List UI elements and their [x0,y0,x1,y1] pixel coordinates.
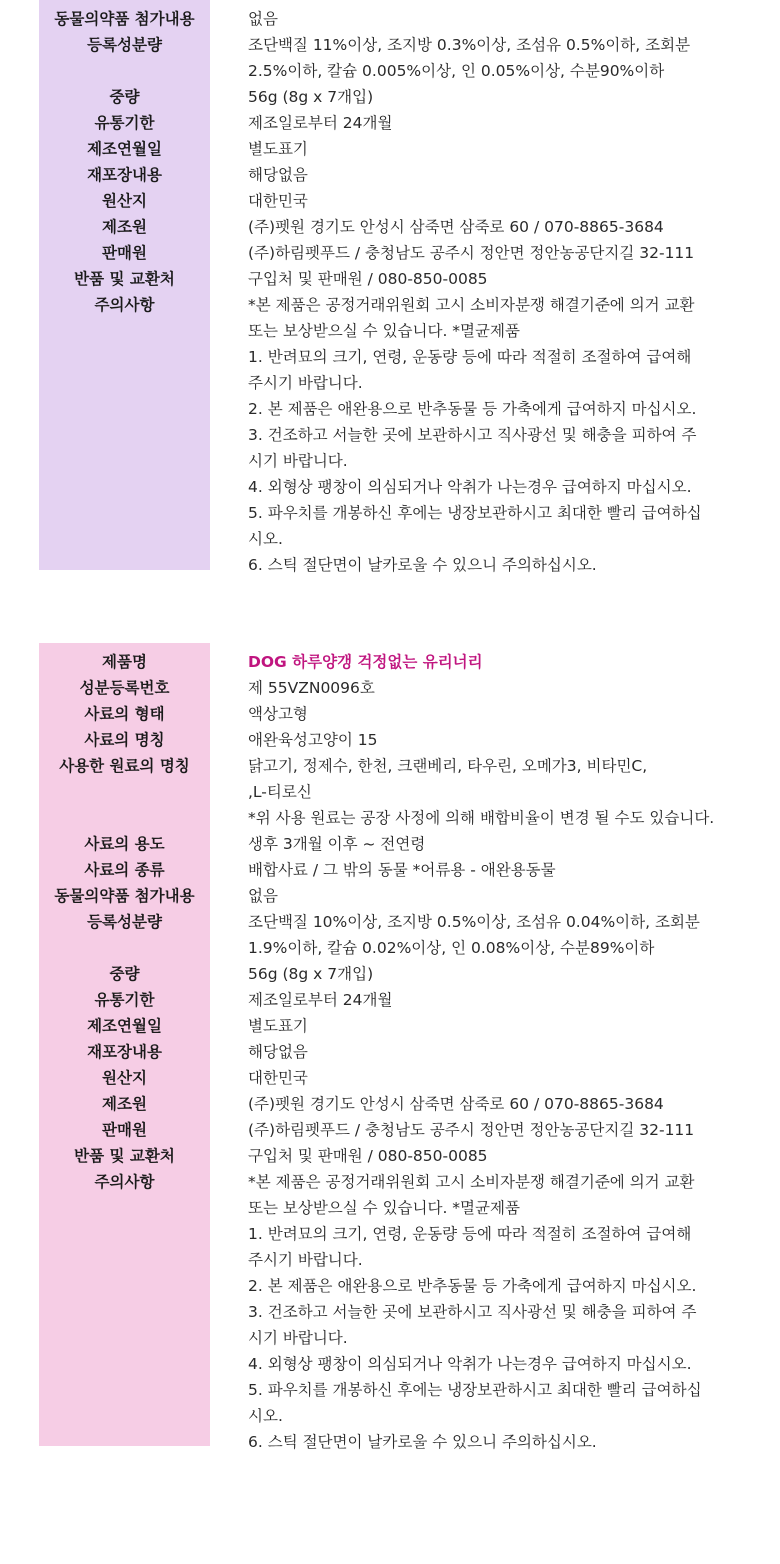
spec-value-line: 없음 [248,10,278,28]
spec-value-line: 4. 외형상 팽창이 의심되거나 악취가 나는경우 급여하지 마십시오. [248,478,692,496]
spec-label: 유통기한 [94,114,155,132]
spec-value-line: 배합사료 / 그 밖의 동물 *어류용 - 애완용동물 [248,861,556,879]
spec-value-line: (주)하림펫푸드 / 충청남도 공주시 정안면 정안농공단지길 32-111 [248,244,695,262]
spec-value-line: (주)하림펫푸드 / 충청남도 공주시 정안면 정안농공단지길 32-111 [248,1121,695,1139]
spec-value [248,266,768,292]
spec-value-line: 별도표기 [248,140,308,158]
spec-value-line: 시오. [248,1407,283,1425]
spec-value [248,6,768,32]
spec-value [248,1091,768,1117]
spec-label: 제조원 [102,218,147,236]
spec-value [248,110,768,136]
spec-value [248,32,768,84]
spec-label: 원산지 [102,1069,147,1087]
spec-value-line: DOG 하루양갱 걱정없는 유리너리 [248,653,483,671]
spec-value [248,987,768,1013]
spec-value-line: 2. 본 제품은 애완용으로 반추동물 등 가축에게 급여하지 마십시오. [248,1277,697,1295]
product-spec-table-cat [39,0,769,574]
spec-value-line: 구입처 및 판매원 / 080-850-0085 [248,270,488,288]
spec-value-line: 해당없음 [248,1043,308,1061]
spec-label: 제조연월일 [87,140,162,158]
spec-label: 유통기한 [94,991,155,1009]
spec-label: 원산지 [102,192,147,210]
spec-label: 제조연월일 [87,1017,162,1035]
spec-value-line: 4. 외형상 팽창이 의심되거나 악취가 나는경우 급여하지 마십시오. [248,1355,692,1373]
spec-value-line: *본 제품은 공정거래위원회 고시 소비자분쟁 해결기준에 의거 교환 [248,1173,695,1191]
spec-label: 등록성분량 [87,913,162,931]
spec-value [248,961,768,987]
spec-label: 반품 및 교환처 [74,1147,175,1165]
spec-value [248,675,768,701]
spec-value-line: 5. 파우치를 개봉하신 후에는 냉장보관하시고 최대한 빨리 급여하십 [248,1381,702,1399]
spec-value-line: 조단백질 10%이상, 조지방 0.5%이상, 조섬유 0.04%이하, 조회분 [248,913,700,931]
spec-label: 동물의약품 첨가내용 [54,10,195,28]
spec-value-line: 제조일로부터 24개월 [248,114,393,132]
spec-value-line: 애완육성고양이 15 [248,731,378,749]
spec-value [248,727,768,753]
spec-value-line: 대한민국 [248,192,308,210]
spec-label: 주의사항 [94,1173,155,1191]
spec-label: 사료의 형태 [84,705,165,723]
spec-value [248,84,768,110]
spec-label: 사료의 명칭 [84,731,165,749]
spec-label: 주의사항 [94,296,155,314]
spec-value-line: 주시기 바랍니다. [248,374,363,392]
spec-value [248,240,768,266]
spec-value [248,136,768,162]
spec-value-line: (주)펫원 경기도 안성시 삼죽면 삼죽로 60 / 070-8865-3684 [248,218,664,236]
spec-value [248,1117,768,1143]
spec-value-line: *본 제품은 공정거래위원회 고시 소비자분쟁 해결기준에 의거 교환 [248,296,695,314]
spec-value [248,909,768,961]
spec-value-line: 또는 보상받으실 수 있습니다. *멸균제품 [248,1199,520,1217]
spec-value-line: 생후 3개월 이후 ~ 전연령 [248,835,426,853]
spec-value-line: 닭고기, 정제수, 한천, 크랜베리, 타우린, 오메가3, 비타민C, [248,757,648,775]
spec-value-line: 3. 건조하고 서늘한 곳에 보관하시고 직사광선 및 해충을 피하여 주 [248,426,697,444]
spec-value-line: 2.5%이하, 칼슘 0.005%이상, 인 0.05%이상, 수분90%이하 [248,62,665,80]
spec-value-line: 제조일로부터 24개월 [248,991,393,1009]
spec-label: 제품명 [102,653,147,671]
spec-value-line: 액상고형 [248,705,308,723]
spec-value [248,701,768,727]
spec-value-line: 없음 [248,887,278,905]
spec-label: 중량 [109,965,140,983]
spec-value [248,1169,768,1455]
spec-label: 성분등록번호 [79,679,170,697]
spec-label: 사료의 용도 [84,835,165,853]
spec-value [248,292,768,578]
spec-value-line: 1. 반려묘의 크기, 연령, 운동량 등에 따라 적절히 조절하여 급여해 [248,1225,692,1243]
spec-label: 동물의약품 첨가내용 [54,887,195,905]
spec-label: 사료의 종류 [84,861,165,879]
spec-value [248,162,768,188]
spec-value-line: 6. 스틱 절단면이 날카로울 수 있으니 주의하십시오. [248,556,597,574]
spec-label: 중량 [109,88,140,106]
spec-label: 제조원 [102,1095,147,1113]
spec-value-line: 3. 건조하고 서늘한 곳에 보관하시고 직사광선 및 해충을 피하여 주 [248,1303,697,1321]
spec-value-line: 시기 바랍니다. [248,1329,348,1347]
spec-value-line: 제 55VZN0096호 [248,679,375,697]
spec-value [248,1143,768,1169]
spec-value-line: 시오. [248,530,283,548]
spec-value-line: 56g (8g x 7개입) [248,88,374,106]
spec-value-line: 6. 스틱 절단면이 날카로울 수 있으니 주의하십시오. [248,1433,597,1451]
spec-value [248,214,768,240]
spec-value-line: 또는 보상받으실 수 있습니다. *멸균제품 [248,322,520,340]
spec-label: 등록성분량 [87,36,162,54]
spec-label: 판매원 [102,244,147,262]
spec-value-line: 조단백질 11%이상, 조지방 0.3%이상, 조섬유 0.5%이하, 조회분 [248,36,691,54]
spec-value-line: ,L-티로신 [248,783,312,801]
spec-label: 판매원 [102,1121,147,1139]
spec-value-line: *위 사용 원료는 공장 사정에 의해 배합비율이 변경 될 수도 있습니다. [248,809,715,827]
spec-value [248,753,768,831]
product-spec-table-dog [39,643,769,1451]
spec-value-line: 시기 바랍니다. [248,452,348,470]
spec-value-line: 구입처 및 판매원 / 080-850-0085 [248,1147,488,1165]
spec-value [248,883,768,909]
spec-label: 사용한 원료의 명칭 [59,757,190,775]
spec-value [248,1013,768,1039]
spec-value-line: 2. 본 제품은 애완용으로 반추동물 등 가축에게 급여하지 마십시오. [248,400,697,418]
spec-value-line: 대한민국 [248,1069,308,1087]
spec-label: 재포장내용 [87,166,162,184]
spec-value-line: 56g (8g x 7개입) [248,965,374,983]
spec-label: 재포장내용 [87,1043,162,1061]
spec-value-line: 해당없음 [248,166,308,184]
spec-value [248,857,768,883]
product-name-value [248,649,768,675]
spec-value [248,831,768,857]
spec-value-line: 별도표기 [248,1017,308,1035]
spec-value [248,1039,768,1065]
spec-value-line: 1. 반려묘의 크기, 연령, 운동량 등에 따라 적절히 조절하여 급여해 [248,348,692,366]
spec-value-line: (주)펫원 경기도 안성시 삼죽면 삼죽로 60 / 070-8865-3684 [248,1095,664,1113]
spec-label: 반품 및 교환처 [74,270,175,288]
spec-value [248,188,768,214]
spec-value [248,1065,768,1091]
spec-value-line: 1.9%이하, 칼슘 0.02%이상, 인 0.08%이상, 수분89%이하 [248,939,655,957]
spec-value-line: 주시기 바랍니다. [248,1251,363,1269]
spec-value-line: 5. 파우치를 개봉하신 후에는 냉장보관하시고 최대한 빨리 급여하십 [248,504,702,522]
